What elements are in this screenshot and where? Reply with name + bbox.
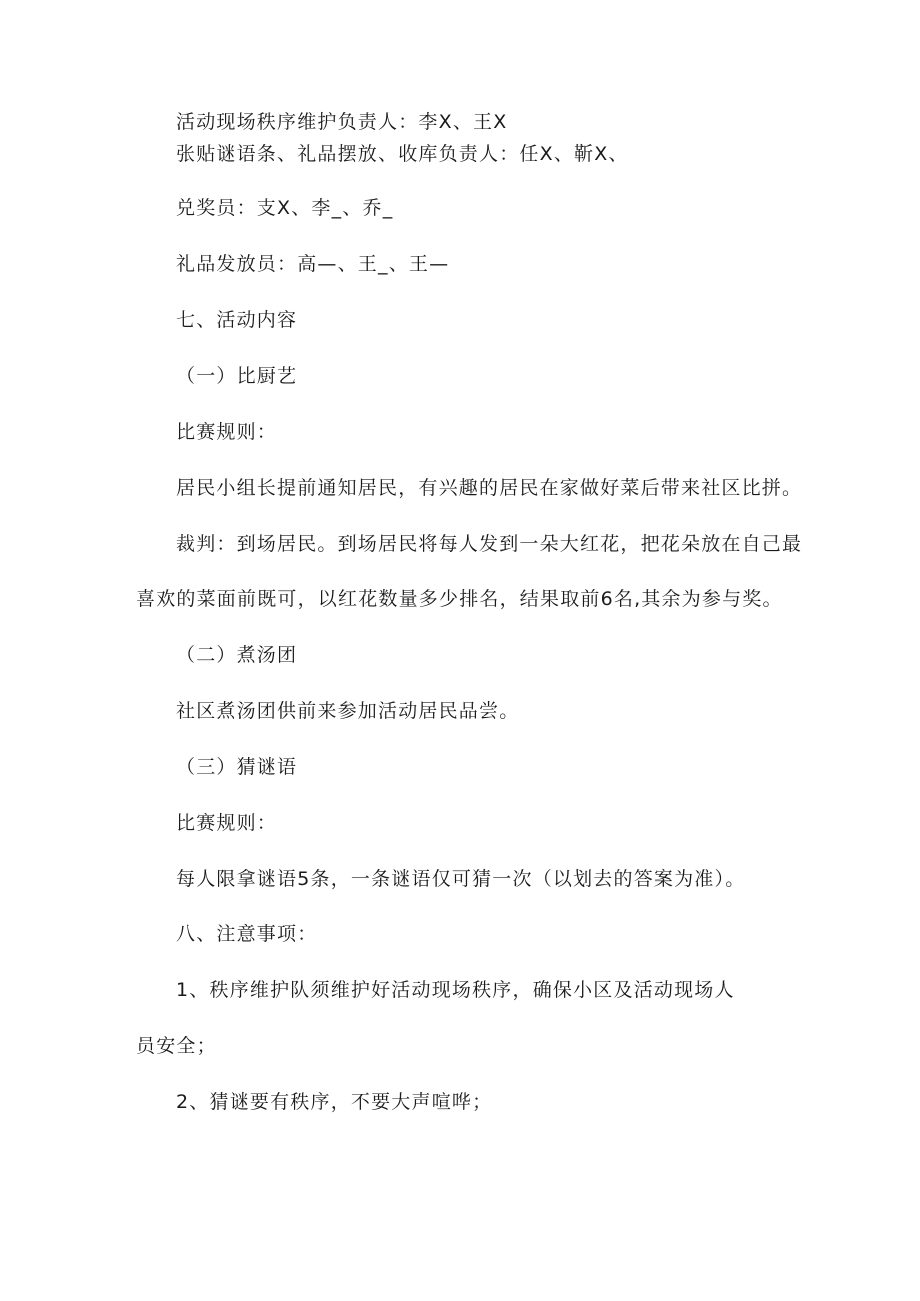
subheading-tangyuan: （二）煮汤团: [176, 644, 298, 666]
text-line-prize-redeemer: 兑奖员：支X、李_、乔_: [176, 197, 394, 219]
text-line-order-maintenance: 活动现场秩序维护负责人：李X、王X: [176, 111, 508, 133]
text-line-notify-residents: 居民小组长提前通知居民，有兴趣的居民在家做好菜后带来社区比拼。: [176, 477, 803, 499]
section-heading-activity-content: 七、活动内容: [176, 309, 298, 331]
text-line-gift-distributor: 礼品发放员：高—、王_、王—: [176, 253, 450, 275]
subheading-riddles: （三）猜谜语: [176, 756, 298, 778]
text-line-ranking: 喜欢的菜面前既可，以红花数量多少排名，结果取前6名,其余为参与奖。: [136, 588, 783, 610]
text-line-rules-label-2: 比赛规则：: [176, 812, 278, 834]
text-line-note-1: 1、秩序维护队须维护好活动现场秩序，确保小区及活动现场人: [176, 979, 735, 1001]
text-line-note-1-cont: 员安全；: [136, 1035, 217, 1057]
text-line-note-2: 2、猜谜要有秩序，不要大声喧哗；: [176, 1091, 493, 1113]
text-line-rules-label: 比赛规则：: [176, 421, 278, 443]
text-line-tangyuan-tasting: 社区煮汤团供前来参加活动居民品尝。: [176, 700, 520, 722]
subheading-cooking-contest: （一）比厨艺: [176, 365, 298, 387]
text-line-judges: 裁判：到场居民。到场居民将每人发到一朵大红花，把花朵放在自己最: [176, 533, 803, 555]
section-heading-notes: 八、注意事项：: [176, 923, 318, 945]
text-line-riddle-limit: 每人限拿谜语5条，一条谜语仅可猜一次（以划去的答案为准）。: [176, 868, 746, 890]
text-line-poster-gifts: 张贴谜语条、礼品摆放、收库负责人：任X、靳X、: [176, 143, 629, 165]
